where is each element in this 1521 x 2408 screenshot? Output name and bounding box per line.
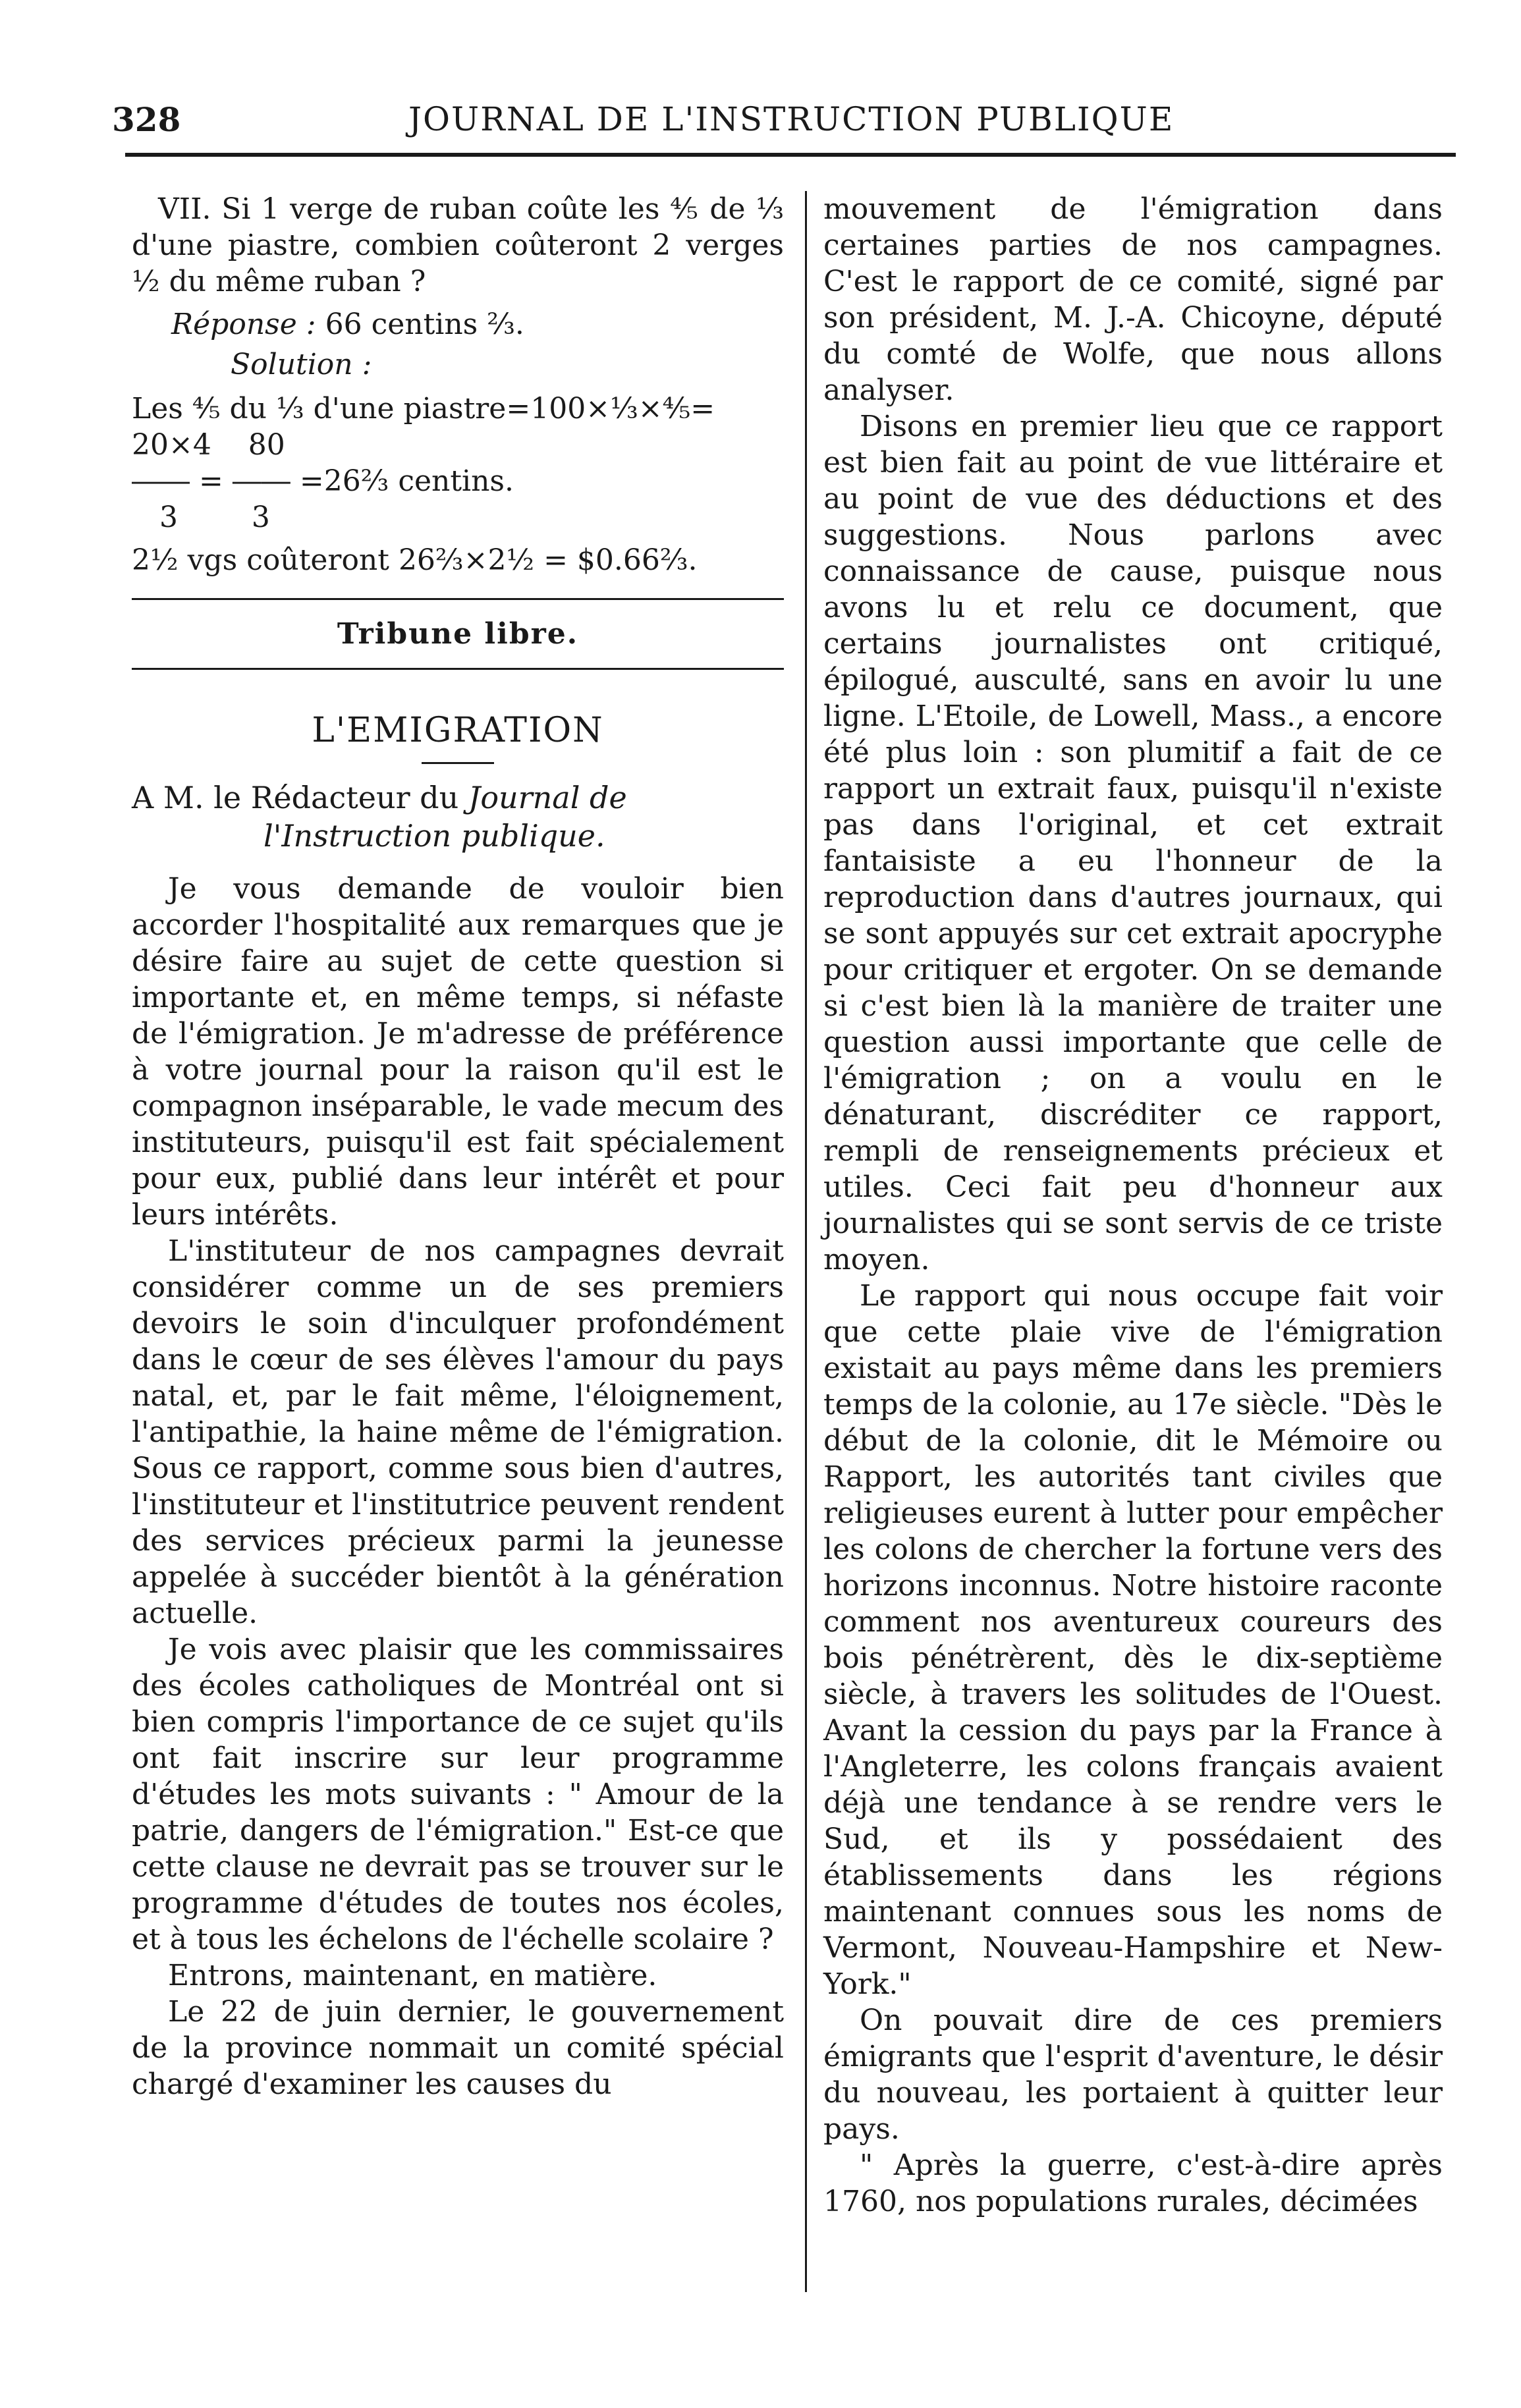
- calc-line-3: ―― = ―― =26⅔ centins.: [132, 464, 514, 498]
- answer-line: [132, 306, 784, 342]
- page-header: [112, 100, 1447, 173]
- title-dash: [422, 762, 494, 764]
- section-rule-bottom: [132, 668, 784, 670]
- left-paragraph-5: Le 22 de juin dernier, le gouvernement de la province nommait un comité spécial chargé d'examiner les causes du: [132, 1995, 784, 2101]
- address-line-1: [132, 779, 784, 817]
- left-paragraph-2: L'instituteur de nos campagnes devrait considérer comme un de ses premiers devoirs le soin d'inculquer profondément dans le cœur de ses élèves l'amour du pays natal, et, par le fait même, l'éloignement, l'antipathie, la haine même de l'émigration. Sous ce rapport, comme sous bien d'autres, l'instituteur et l'institutrice peuvent rendent des services précieux parmi la jeunesse appelée à succéder bientôt à la génération actuelle.: [132, 1234, 784, 1630]
- calc-line-4: 3 3: [132, 501, 270, 534]
- left-paragraph-4: Entrons, maintenant, en matière.: [168, 1959, 657, 1992]
- header-rule: [125, 153, 1456, 157]
- right-paragraph-4: On pouvait dire de ces premiers émigrants que l'esprit d'aventure, le désir du nouveau, les portaient à quitter leur pays.: [823, 2004, 1443, 2146]
- address-journal: Journal de: [468, 780, 627, 815]
- calc-line-1: Les ⅘ du ⅓ d'une piastre=100×⅓×⅘=: [132, 392, 715, 425]
- page-number: 328: [112, 100, 181, 139]
- article-title: L'EMIGRATION: [312, 711, 604, 750]
- calc-line-2: 20×4 80: [132, 428, 285, 462]
- answer-label: Réponse :: [171, 308, 316, 341]
- section-title: Tribune libre.: [337, 617, 579, 651]
- right-paragraph-3: Le rapport qui nous occupe fait voir que cette plaie vive de l'émigration existait au pays même dans les premiers temps de la colonie, au 17e siècle. "Dès le début de la colonie, dit le Mémoire ou Rapport, les autorités tant civiles que religieuses eurent à lutter pour empêcher les colons de chercher la fortune vers des horizons inconnus. Notre histoire raconte comment nos aventureux coureurs des bois pénétrèrent, dès le dix-septième siècle, à travers les solitudes de l'Ouest. Avant la cession du pays par la France à l'Angleterre, les colons français avaient déjà une tendance à se rendre vers le Sud, et ils y possédaient des établissements dans les régions maintenant connues sous les noms de Vermont, Nouveau-Hampshire et New-York.": [823, 1279, 1443, 2001]
- right-paragraph-2: Disons en premier lieu que ce rapport est bien fait au point de vue littéraire et au point de vue des déductions et des suggestions. Nous parlons avec connaissance de cause, puisque nous avons lu et relu ce document, que certains journalistes ont critiqué, épilogué, ausculté, sans en avoir lu une ligne. L'Etoile, de Lowell, Mass., a encore été plus loin : son plumitif a fait de ce rapport un extrait faux, puisqu'il n'existe pas dans l'original, et cet extrait fantaisiste a eu l'honneur de la reproduction dans d'autres journaux, qui se sont appuyés sur cet extrait apocryphe pour critiquer et ergoter. On se demande si c'est bien là la manière de traiter une question aussi importante que celle de l'émigration ; on a voulu en le dénaturant, discréditer ce rapport, rempli de renseignements précieux et utiles. Ceci fait peu d'honneur aux journalistes qui se sont servis de ce triste moyen.: [823, 410, 1443, 1276]
- answer-value: 66 centins ⅔.: [325, 308, 524, 341]
- left-paragraph-1: Je vous demande de vouloir bien accorder l'hospitalité aux remarques que je désire faire au sujet de cette question si importante et, en même temps, si néfaste de l'émigration. Je m'adresse de préférence à votre journal pour la raison qu'il est le compagnon inséparable, le vade mecum des instituteurs, puisqu'il est fait spécialement pour eux, publié dans leur intérêt et pour leurs intérêts.: [132, 872, 784, 1232]
- address-line-2: l'Instruction publique.: [263, 818, 605, 854]
- solution-label: Solution :: [231, 348, 372, 381]
- left-column: [132, 191, 784, 2102]
- running-title: JOURNAL DE L'INSTRUCTION PUBLIQUE: [408, 100, 1175, 138]
- column-divider: [805, 191, 807, 2292]
- right-paragraph-5: " Après la guerre, c'est-à-dire après 1760, nos populations rurales, décimées: [823, 2148, 1443, 2218]
- problem-text: VII. Si 1 verge de ruban coûte les ⅘ de ⅓ d'une piastre, combien coûteront 2 verges ½ du même ruban ?: [132, 192, 784, 298]
- left-paragraph-3: Je vois avec plaisir que les commissaires des écoles catholiques de Montréal ont si bien compris l'importance de ce sujet qu'ils ont fait inscrire sur leur programme d'études les mots suivants : " Amour de la patrie, dangers de l'émigration." Est-ce que cette clause ne devrait pas se trouver sur le programme d'études de toutes nos écoles, et à tous les échelons de l'échelle scolaire ?: [132, 1633, 784, 1956]
- right-column: [823, 191, 1443, 2220]
- calc-line-5: 2½ vgs coûteront 26⅔×2½ = $0.66⅔.: [132, 543, 698, 577]
- section-rule-top: [132, 598, 784, 600]
- right-paragraph-1: mouvement de l'émigration dans certaines parties de nos campagnes. C'est le rapport de ce comité, signé par son président, M. J.-A. Chicoyne, député du comté de Wolfe, que nous allons analyser.: [823, 192, 1443, 407]
- address-prefix: A M. le Rédacteur du: [132, 780, 459, 815]
